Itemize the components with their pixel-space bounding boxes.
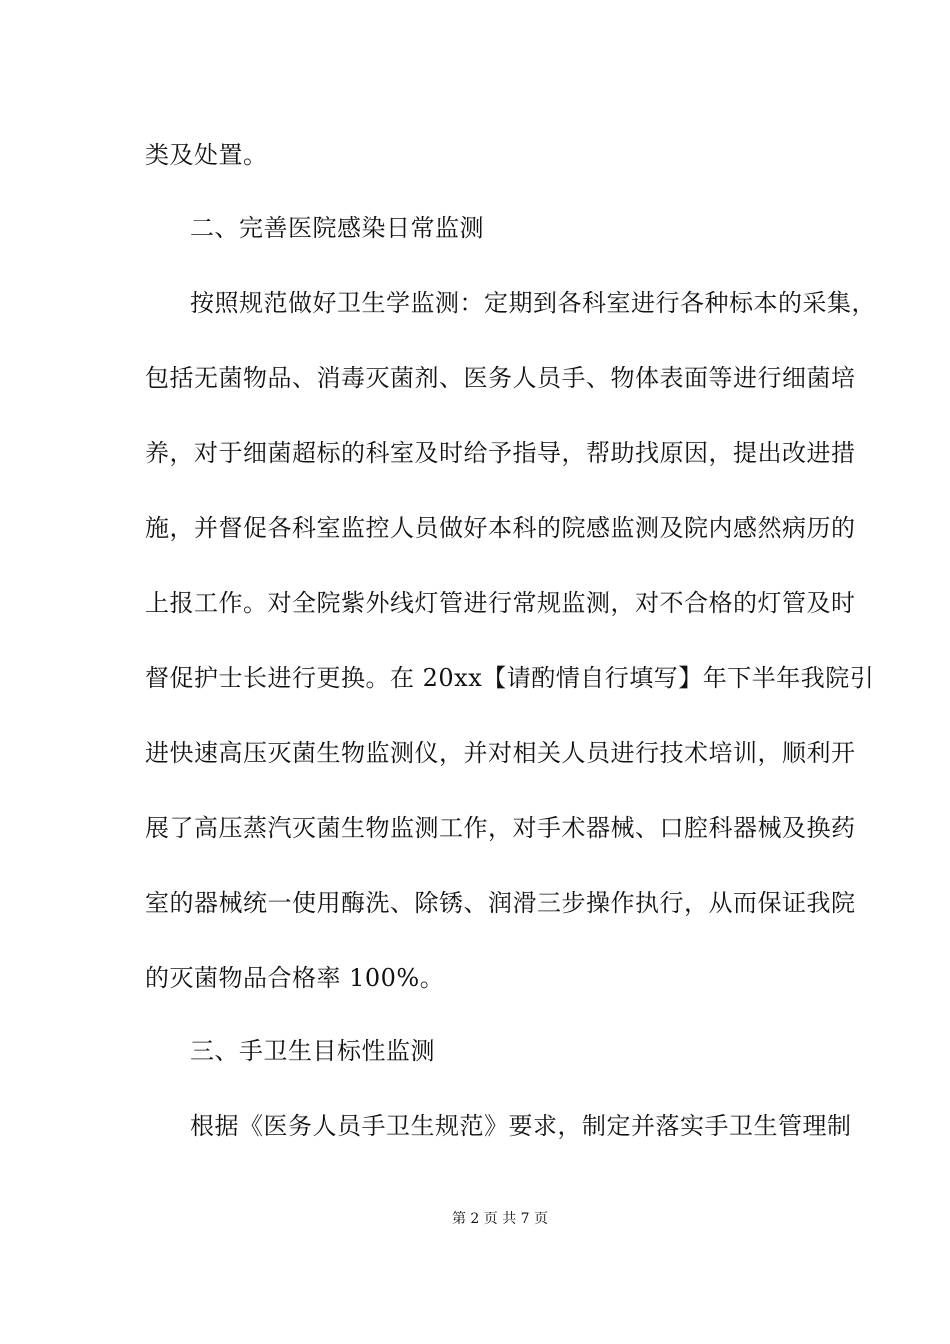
paragraph-line: 进快速高压灭菌生物监测仪，并对相关人员进行技术培训，顺利开 <box>145 739 856 767</box>
paragraph-line: 施，并督促各科室监控人员做好本科的院感监测及院内感然病历的 <box>145 514 856 542</box>
paragraph-line: 按照规范做好卫生学监测：定期到各科室进行各种标本的采集， <box>190 289 876 317</box>
paragraph-line: 督促护士长进行更换。在 20xx【请酌情自行填写】年下半年我院引 <box>145 664 875 692</box>
paragraph-line: 根据《医务人员手卫生规范》要求，制定并落实手卫生管理制 <box>190 1112 852 1140</box>
page-footer: 第 2 页 共 7 页 <box>451 1211 549 1227</box>
section-heading: 三、手卫生目标性监测 <box>190 1037 435 1065</box>
paragraph-line: 类及处置。 <box>145 141 268 169</box>
paragraph-line: 室的器械统一使用酶洗、除锈、润滑三步操作执行，从而保证我院 <box>145 889 856 917</box>
paragraph-line: 包括无菌物品、消毒灭菌剂、医务人员手、物体表面等进行细菌培 <box>145 364 856 392</box>
section-heading: 二、完善医院感染日常监测 <box>190 214 484 242</box>
paragraph-line: 的灭菌物品合格率 100%。 <box>145 964 445 992</box>
paragraph-line: 展了高压蒸汽灭菌生物监测工作，对手术器械、口腔科器械及换药 <box>145 814 856 842</box>
paragraph-line: 养，对于细菌超标的科室及时给予指导，帮助找原因，提出改进措 <box>145 439 856 467</box>
paragraph-line: 上报工作。对全院紫外线灯管进行常规监测，对不合格的灯管及时 <box>145 589 856 617</box>
